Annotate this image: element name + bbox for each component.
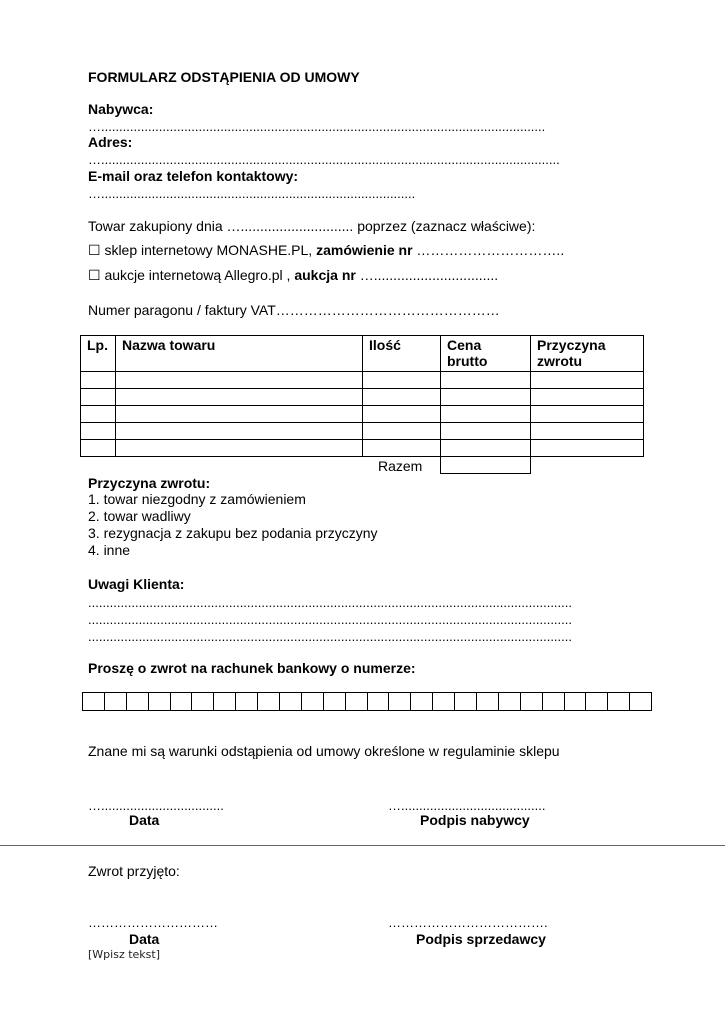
bank-digit-cell[interactable] <box>258 692 280 711</box>
header-name: Nazwa towaru <box>116 336 363 372</box>
bank-digit-cell[interactable] <box>499 692 521 711</box>
reasons-label: Przyczyna zwrotu: <box>88 475 211 491</box>
seller-date-label: Data <box>129 931 160 947</box>
seller-signature-label: Podpis sprzedawcy <box>416 931 546 947</box>
header-lp: Lp. <box>81 336 116 372</box>
seller-date-dots[interactable]: ………………………… <box>88 915 218 930</box>
bank-digit-cell[interactable] <box>324 692 346 711</box>
bank-digit-cell[interactable] <box>368 692 390 711</box>
reason-item: 4. inne <box>88 542 131 558</box>
bank-digit-cell[interactable] <box>171 692 193 711</box>
table-row[interactable] <box>81 372 644 389</box>
reason-item: 3. rezygnacja z zakupu bez podania przyczyny <box>88 525 378 541</box>
table-row[interactable] <box>81 389 644 406</box>
bank-account-field[interactable] <box>82 692 652 711</box>
purchase-date-line: Towar zakupiony dnia …............................. poprzez (zaznacz właściwe): <box>88 218 536 234</box>
option-shop-text: ☐ sklep internetowy MONASHE.PL, <box>88 242 317 258</box>
bank-label: Proszę o zwrot na rachunek bankowy o numerze: <box>88 660 416 676</box>
form-title: FORMULARZ ODSTĄPIENIA OD UMOWY <box>88 69 360 85</box>
bank-digit-cell[interactable] <box>433 692 455 711</box>
bank-digit-cell[interactable] <box>543 692 565 711</box>
contact-line[interactable]: …....................................................................................... <box>88 186 416 201</box>
bank-digit-cell[interactable] <box>192 692 214 711</box>
table-row[interactable] <box>81 406 644 423</box>
seller-signature-dots[interactable]: ………………………………. <box>388 915 548 930</box>
option-shop[interactable] <box>88 242 564 259</box>
table-row[interactable] <box>81 440 644 457</box>
bank-digit-cell[interactable] <box>105 692 127 711</box>
option-allegro-text: ☐ aukcje internetową Allegro.pl , <box>88 267 295 283</box>
bank-digit-cell[interactable] <box>127 692 149 711</box>
bank-digit-cell[interactable] <box>477 692 499 711</box>
bank-digit-cell[interactable] <box>280 692 302 711</box>
notes-label: Uwagi Klienta: <box>88 576 185 592</box>
buyer-signature-dots[interactable]: …........................................ <box>388 798 546 813</box>
bank-digit-cell[interactable] <box>586 692 608 711</box>
header-price: Cena brutto <box>441 336 531 372</box>
bank-digit-cell[interactable] <box>214 692 236 711</box>
bank-digit-cell[interactable] <box>521 692 543 711</box>
buyer-date-dots[interactable]: ….................................. <box>88 798 224 813</box>
contact-label: E-mail oraz telefon kontaktowy: <box>88 168 299 184</box>
total-label: Razem <box>378 458 423 474</box>
items-table <box>80 335 644 457</box>
address-label: Adres: <box>88 134 133 150</box>
bank-digit-cell[interactable] <box>346 692 368 711</box>
bank-digit-cell[interactable] <box>83 692 105 711</box>
buyer-signature-label: Podpis nabywcy <box>420 812 530 828</box>
order-number-label: zamówienie nr <box>316 242 413 258</box>
notes-line[interactable]: ...................................................................................................................................... <box>88 629 572 644</box>
notes-line[interactable]: ...................................................................................................................................... <box>88 595 572 610</box>
return-accepted-label: Zwrot przyjęto: <box>88 863 180 879</box>
bank-digit-cell[interactable] <box>302 692 324 711</box>
bank-digit-cell[interactable] <box>411 692 433 711</box>
buyer-label: Nabywca: <box>88 101 154 117</box>
bank-digit-cell[interactable] <box>608 692 630 711</box>
cut-line-divider <box>0 845 725 846</box>
notes-line[interactable]: ...................................................................................................................................... <box>88 612 572 627</box>
footer-placeholder[interactable]: [Wpisz tekst] <box>88 948 160 961</box>
option-allegro[interactable] <box>88 267 498 284</box>
reason-item: 1. towar niezgodny z zamówieniem <box>88 491 306 507</box>
auction-number-dots: …................................ <box>355 267 499 283</box>
buyer-line[interactable]: …........................................................................................................................... <box>88 119 546 134</box>
table-row[interactable] <box>81 423 644 440</box>
reason-item: 2. towar wadliwy <box>88 508 191 524</box>
bank-digit-cell[interactable] <box>630 692 652 711</box>
total-field[interactable] <box>440 456 531 474</box>
bank-digit-cell[interactable] <box>565 692 587 711</box>
address-line[interactable]: …............................................................................................................................... <box>88 152 560 167</box>
bank-digit-cell[interactable] <box>455 692 477 711</box>
bank-digit-cell[interactable] <box>149 692 171 711</box>
terms-statement: Znane mi są warunki odstąpienia od umowy określone w regulaminie sklepu <box>88 743 560 759</box>
auction-number-label: aukcja nr <box>294 267 356 283</box>
bank-digit-cell[interactable] <box>389 692 411 711</box>
buyer-date-label: Data <box>129 812 160 828</box>
bank-digit-cell[interactable] <box>236 692 258 711</box>
order-number-dots: ………………………….. <box>412 242 565 258</box>
header-reason: Przyczyna zwrotu <box>531 336 644 372</box>
table-header-row <box>81 336 644 372</box>
header-qty: Ilość <box>363 336 441 372</box>
receipt-number-line: Numer paragonu / faktury VAT………………………………………… <box>88 302 500 318</box>
